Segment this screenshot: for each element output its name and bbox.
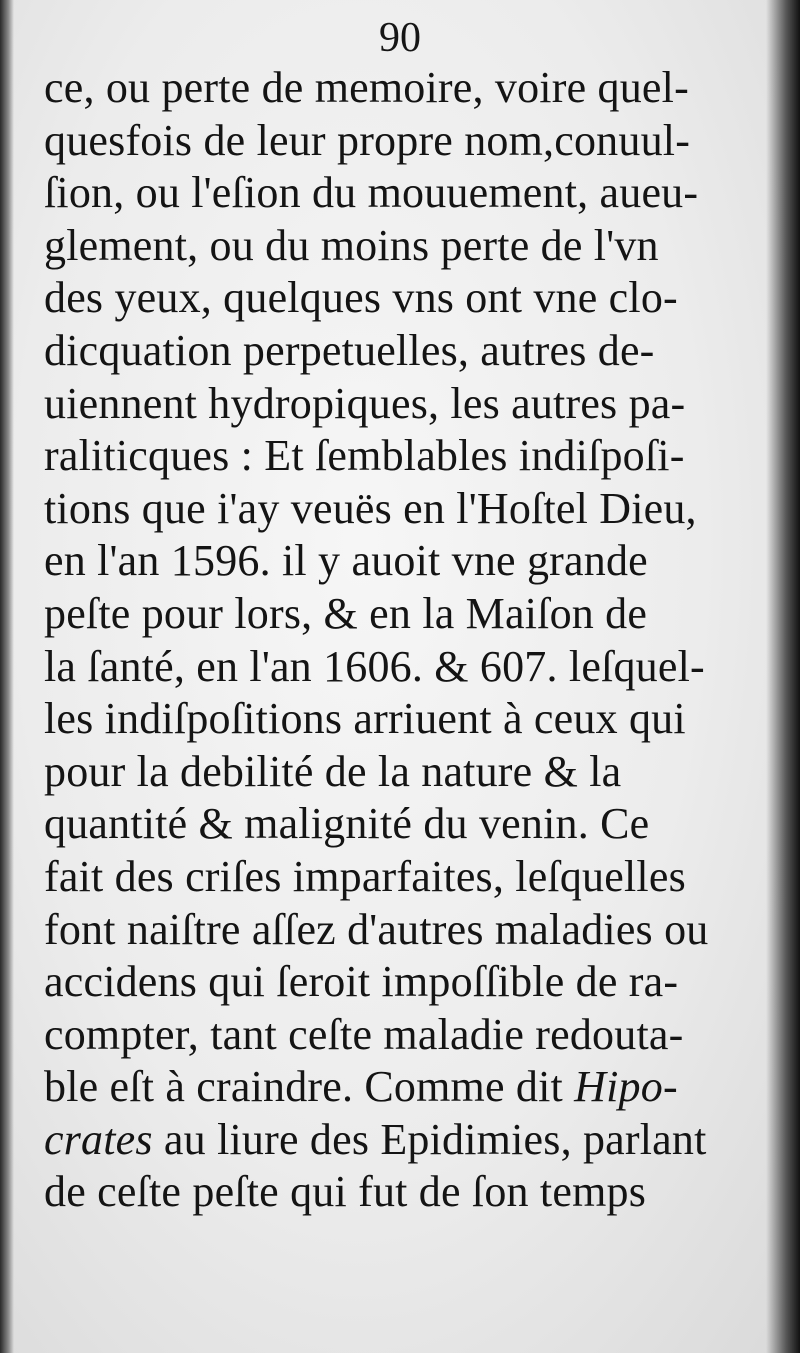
text-line: ble eſt à craindre. Comme dit Hipo- [44, 1062, 678, 1112]
text-line: de ceſte peſte qui fut de ſon temps [44, 1167, 647, 1217]
text-line: tions que i'ay veuës en l'Hoſtel Dieu, [44, 483, 697, 533]
page-shadow-right [766, 0, 800, 1353]
text-line: font naiſtre aſſez d'autres maladies ou [44, 904, 709, 954]
italic-name: Hipo- [574, 1062, 678, 1112]
text-line: accidens qui ſeroit impoſſible de ra- [44, 957, 679, 1007]
text-line: dicquation perpetuelles, autres de- [44, 325, 655, 375]
text-line: des yeux, quelques vns ont vne clo- [44, 273, 678, 323]
italic-name: crates [44, 1114, 153, 1164]
page-shadow-left [0, 0, 14, 1353]
text-line: pour la debilité de la nature & la [44, 746, 622, 796]
text-line: glement, ou du moins perte de l'vn [44, 220, 659, 270]
page-number: 90 [379, 15, 421, 61]
text-line: uiennent hydropiques, les autres pa- [44, 378, 686, 428]
text-line: ſion, ou l'eſion du mouuement, aueu- [44, 168, 699, 218]
text-line: en l'an 1596. il y auoit vne grande [44, 536, 648, 586]
text-line: peſte pour lors, & en la Maiſon de [44, 588, 648, 638]
text-line: fait des criſes imparfaites, leſquelles [44, 851, 686, 901]
text-line: quesfois de leur propre nom,conuul- [44, 115, 691, 165]
text-line: la ſanté, en l'an 1606. & 607. leſquel- [44, 641, 705, 691]
text-line: ce, ou perte de memoire, voire quel- [44, 63, 689, 112]
text-line: les indiſpoſitions arriuent à ceux qui [44, 694, 686, 744]
body-text [44, 62, 738, 1219]
text-line: quantité & malignité du venin. Ce [44, 799, 650, 849]
text-line: crates au liure des Epidimies, parlant [44, 1114, 707, 1164]
text-line: raliticques : Et ſemblables indiſpoſi- [44, 431, 685, 481]
text-line: compter, tant ceſte maladie redouta- [44, 1009, 684, 1059]
